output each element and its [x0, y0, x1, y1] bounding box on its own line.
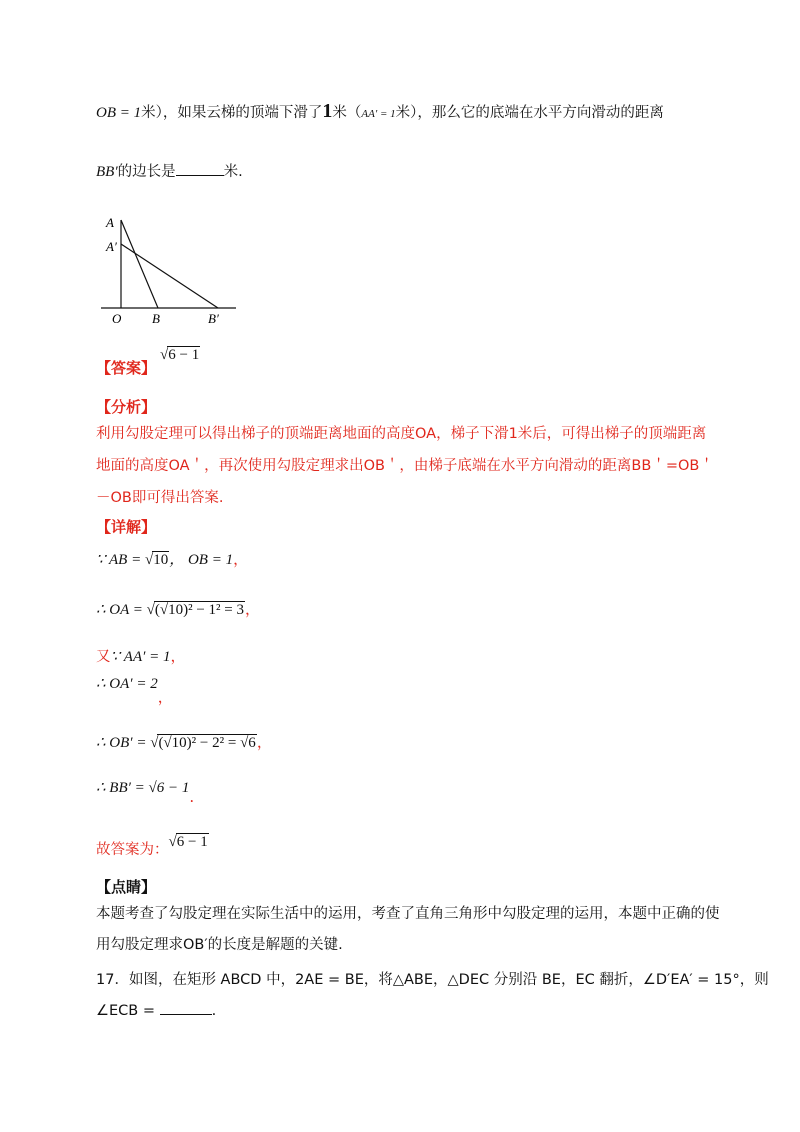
detail-l6-math: ∴ BB′ = √6 − 1 [96, 780, 190, 796]
comment-line-2: 用勾股定理求OB′的长度是解题的关键. [96, 937, 343, 953]
label-B-prime: B′ [208, 311, 219, 326]
intro-line-1 [96, 100, 664, 123]
analysis-line-3: －OB即可得出答案. [96, 490, 224, 506]
answer-blank [176, 163, 224, 176]
detail-line-3 [96, 645, 186, 666]
q17-line-2: ∠ECB = . [96, 1003, 217, 1019]
intro-text-3: 米），那么它的底端在水平方向滑动的距离 [395, 105, 664, 121]
detail-l2-tail: ， [245, 600, 261, 618]
detail-l3-tail: ， [170, 647, 186, 665]
detail-l1-tail: ， [233, 550, 249, 568]
analysis-line-2: 地面的高度OA＇，再次使用勾股定理求出OB＇，由梯子底端在水平方向滑动的距离BB＇=OB＇ [96, 458, 714, 474]
intro-text-2: 米（ [332, 105, 362, 121]
answer-value: √6 − 1 [160, 347, 200, 363]
answer-expression: 6 − 1 [168, 347, 200, 363]
detail-l5-tail: ， [256, 733, 272, 751]
ask-unit: 米. [223, 164, 243, 180]
label-O: O [112, 311, 122, 326]
detail-l1-pre: ∵ AB = [96, 552, 145, 568]
comment-label: 【点睛】 [96, 878, 157, 896]
final-answer-label: 故答案为： [96, 842, 169, 858]
big-one: 1 [322, 100, 333, 122]
detail-l3-math: ∵ AA′ = 1 [110, 649, 171, 665]
label-A: A [106, 215, 114, 230]
detail-line-1: ∵ AB = √10， OB = 1， [96, 550, 249, 568]
detail-line-4 [96, 672, 173, 706]
detail-l1-post: ， OB = 1 [169, 552, 234, 568]
detail-label: 【详解】 [96, 518, 157, 536]
q17-line-1: 17．如图，在矩形 ABCD 中，2AE = BE，将△ABE，△DEC 分别沿 BE，EC 翻折，∠D′EA′ = 15°，则 [96, 972, 769, 988]
detail-line-2: ∴ OA = √(√10)² − 1² = 3， [96, 600, 261, 618]
detail-l5-expression: (√10)² − 2² = √6 [158, 735, 256, 751]
q17-line-2-text: ∠ECB = [96, 1003, 160, 1019]
detail-l5-pre: ∴ OB′ = [96, 735, 151, 751]
intro-text-1: 米），如果云梯的顶端下滑了 [141, 105, 323, 121]
analysis-line-1: 利用勾股定理可以得出梯子的顶端距离地面的高度OA，梯子下滑1米后，可得出梯子的顶端距离 [96, 426, 707, 442]
q17-blank [160, 1002, 212, 1015]
ask-text: 的边长是 [117, 164, 176, 180]
label-A-prime: A′ [106, 239, 117, 254]
comment-line-1: 本题考查了勾股定理在实际生活中的运用，考查了直角三角形中勾股定理的运用，本题中正确的使 [96, 906, 720, 922]
ladder-figure [96, 210, 256, 330]
answer-label: 【答案】 [96, 359, 157, 377]
detail-l4-tail: ， [157, 688, 173, 706]
label-B: B [152, 311, 160, 326]
detail-l6-tail: . [189, 788, 195, 806]
final-answer-value: 6 − 1 [176, 834, 208, 850]
detail-line-6 [96, 778, 195, 806]
bb-symbol: BB′ [96, 164, 118, 180]
detail-l4-math: ∴ OA′ = 2 [96, 676, 158, 692]
detail-l1-radicand: 10 [153, 552, 169, 568]
detail-l3-cn: 又 [96, 649, 111, 665]
intro-line-2 [96, 160, 243, 181]
final-answer-line: 故答案为：√6 − 1 [96, 834, 208, 858]
detail-l2-expression: (√10)² − 1² = 3 [154, 602, 245, 618]
ob-equation: OB = 1 [96, 105, 142, 121]
aa-equation: AA′ = 1 [361, 108, 396, 120]
analysis-label: 【分析】 [96, 398, 157, 416]
detail-l2-pre: ∴ OA = [96, 602, 147, 618]
detail-line-5: ∴ OB′ = √(√10)² − 2² = √6， [96, 733, 272, 751]
